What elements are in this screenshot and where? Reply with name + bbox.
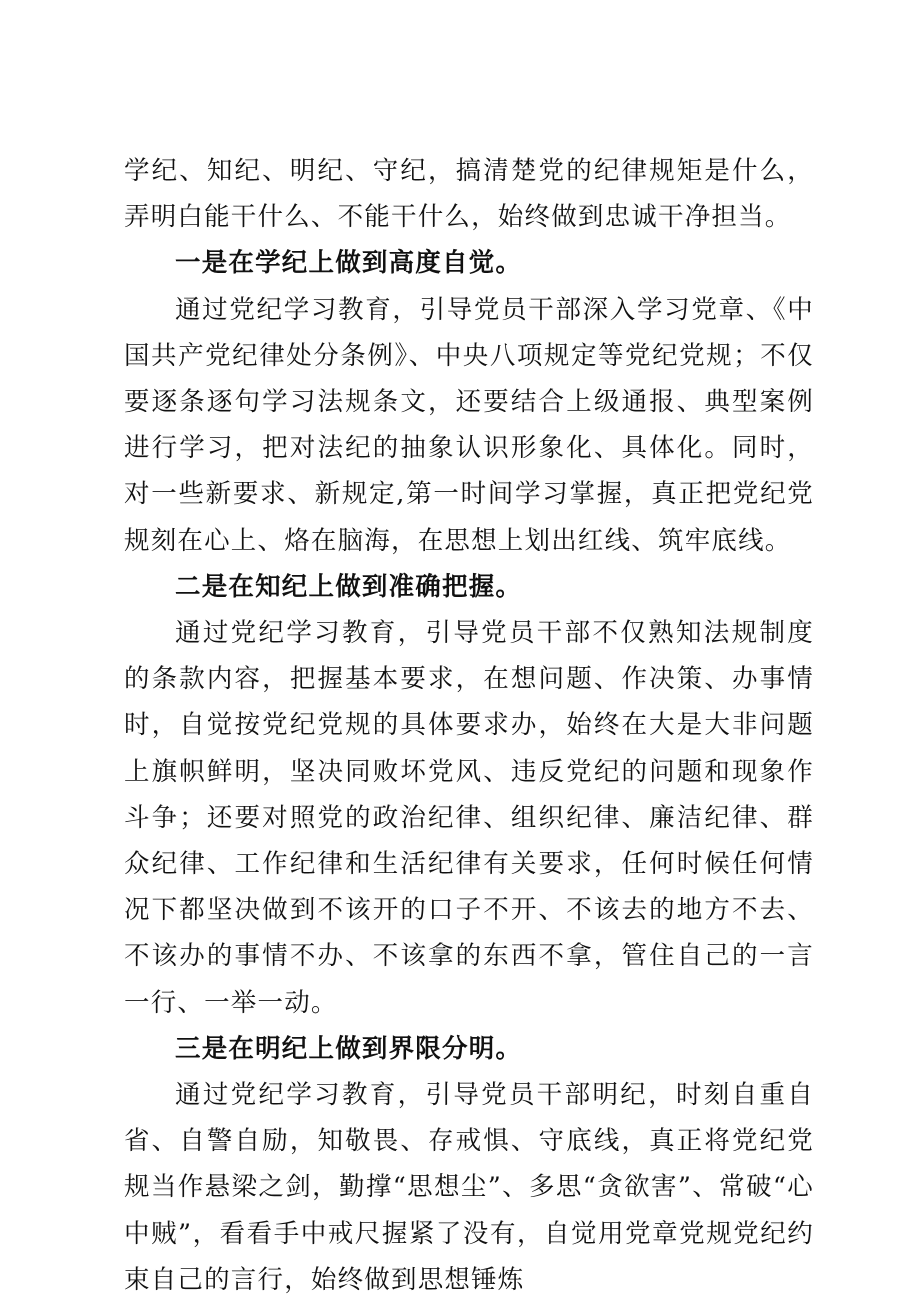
heading-study-discipline: 一是在学纪上做到高度自觉。 [175,248,523,279]
paragraph-understand-discipline: 通过党纪学习教育，引导党员干部明纪，时刻自重自省、自警自励，知敬畏、存戒惧、守底线，真正将党纪党规当作悬梁之剑，勤撑“思想尘”、多思“贪欲害”、常破“心中贼”，看看手中戒尺握紧了没有，自觉用党章党规党纪约束自己的言行，始终做到思想锤炼 [124,1080,814,1295]
heading-understand-discipline: 三是在明纪上做到界限分明。 [175,1033,523,1064]
document-page [124,148,814,1303]
heading-know-discipline: 二是在知纪上做到准确把握。 [175,571,523,602]
paragraph-study-discipline: 通过党纪学习教育，引导党员干部深入学习党章、《中国共产党纪律处分条例》、中央八项规定等党纪党规；不仅要逐条逐句学习法规条文，还要结合上级通报、典型案例进行学习，把对法纪的抽象认识形象化、具体化。同时，对一些新要求、新规定,第一时间学习掌握，真正把党纪党规刻在心上、烙在脑海，在思想上划出红线、筑牢底线。 [124,294,814,556]
paragraph-intro: 学纪、知纪、明纪、守纪，搞清楚党的纪律规矩是什么，弄明白能干什么、不能干什么，始终做到忠诚干净担当。 [124,156,814,233]
paragraph-know-discipline: 通过党纪学习教育，引导党员干部不仅熟知法规制度的条款内容，把握基本要求，在想问题、作决策、办事情时，自觉按党纪党规的具体要求办，始终在大是大非问题上旗帜鲜明，坚决同败坏党风、违反党纪的问题和现象作斗争；还要对照党的政治纪律、组织纪律、廉洁纪律、群众纪律、工作纪律和生活纪律有关要求，任何时候任何情况下都坚决做到不该开的口子不开、不该去的地方不去、不该办的事情不办、不该拿的东西不拿，管住自己的一言一行、一举一动。 [124,618,814,1018]
